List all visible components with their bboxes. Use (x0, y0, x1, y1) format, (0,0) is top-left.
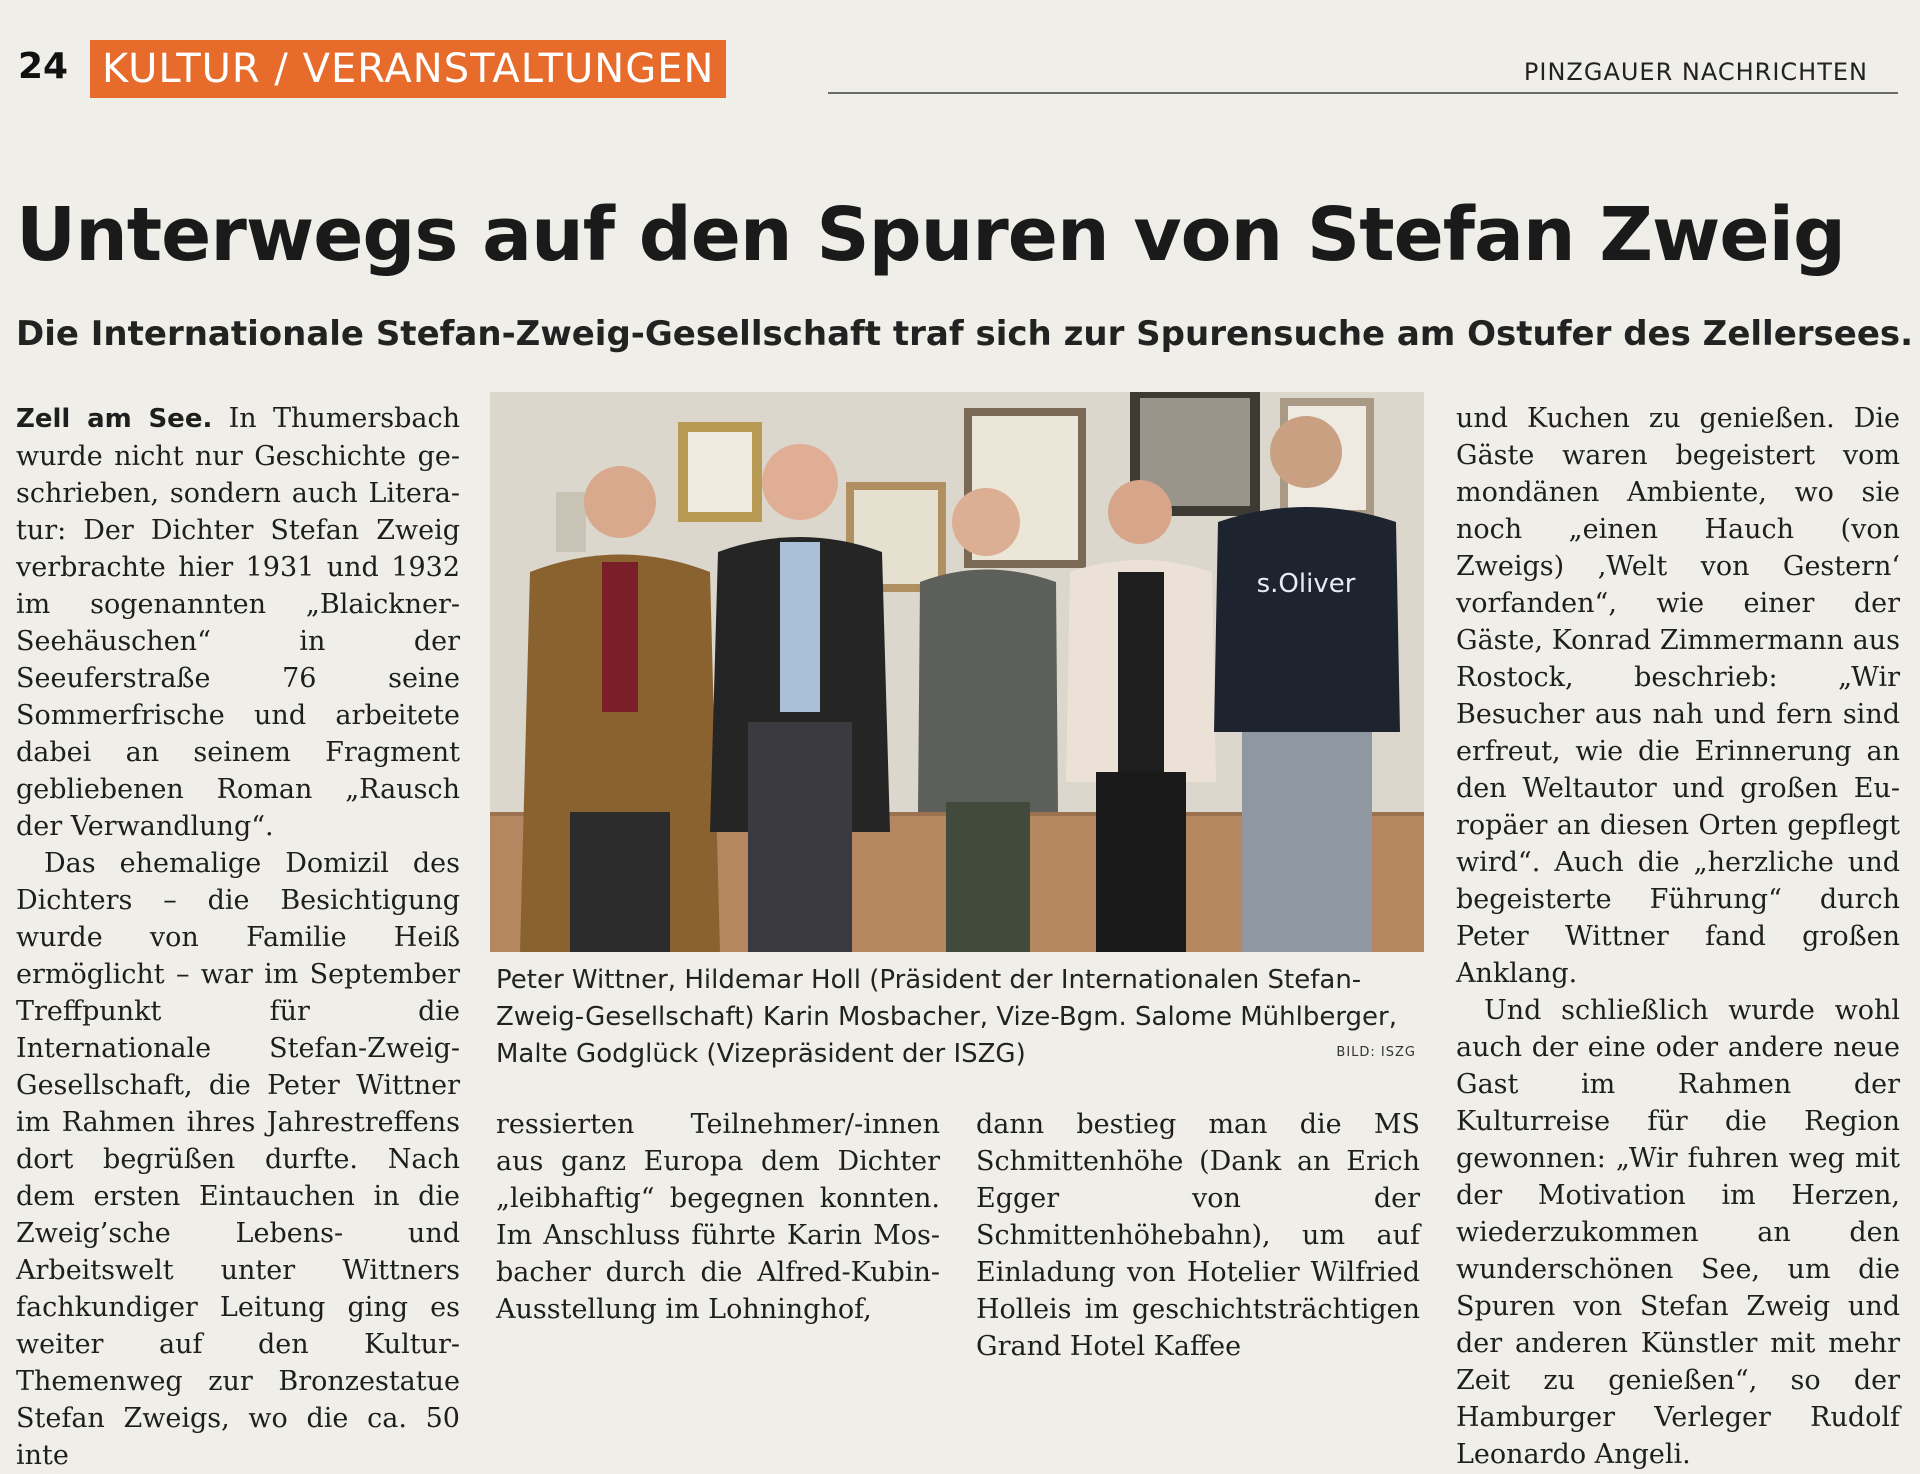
caption-text: Peter Wittner, Hildemar Holl (Präsident der Internationalen Stefan-Zweig-Gesellschaft) Karin Mosbacher, Vize-Bgm. Salome Mühlberger, Malte Godglück (Vizepräsident der ISZG) (496, 965, 1397, 1069)
article-column-4 (1456, 400, 1900, 1473)
article-paragraph: Das ehemalige Domizil des Dichters – die Besichtigung wurde von Familie Heiß ermöglicht – war im September Treffpunkt für die Internationale Stefan-Zweig-Gesellschaft, die Peter Wittner im Rahmen ihres Jahrestreffens dort begrüßen durfte. Nach dem ersten Eintauchen in die Zweig’sche Lebens- und Arbeitswelt unter Wittners fachkundiger Leitung ging es weiter auf den Kultur-Themenweg zur Bronzestatue Stefan Zweigs, wo die ca. 50 inte (16, 848, 460, 1471)
page-header (18, 40, 1898, 100)
article-paragraph: ressierten Teilnehmer/-innen aus ganz Europa dem Dichter „leibhaftig“ begegnen konnten. Im Anschluss führte Karin Mosbacher durch die Alfred-Kubin-Ausstellung im Lohninghof, (496, 1109, 940, 1325)
article-paragraph (16, 400, 460, 845)
photo-credit: BILD: ISZG (1336, 1045, 1416, 1060)
article-column-2 (496, 1106, 940, 1328)
headline: Unterwegs auf den Spuren von Stefan Zweig (16, 192, 1845, 278)
dateline: Zell am See. (16, 404, 213, 434)
article-paragraph: dann bestieg man die MS Schmittenhöhe (Dank an Erich Egger von der Schmittenhöhebahn), um auf Einladung von Hotelier Wilfried Holleis im geschichtsträchtigen Grand Hotel Kaffee (976, 1109, 1420, 1362)
publication-name: PINZGAUER NACHRICHTEN (1523, 58, 1868, 86)
photo-caption (496, 962, 1416, 1073)
section-label: KULTUR / VERANSTALTUNGEN (90, 40, 726, 98)
article-paragraph: und Kuchen zu genießen. Die Gäste waren begeistert vom mondänen Ambiente, wo sie noch „einen Hauch (von Zweigs) ‚Welt von Gestern‘ vorfanden“, wie einer der Gäste, Konrad Zimmermann aus Rostock, beschrieb: „Wir Besucher aus nah und fern sind erfreut, wie die Erinnerung an den Weltautor und großen Europäer an diesen Orten gepflegt wird“. Auch die „herzliche und begeisterte Führung“ durch Peter Wittner fand großen Anklang. (1456, 403, 1900, 989)
paragraph-text: In Thumersbach wurde nicht nur Geschichte geschrieben, sondern auch Literatur: Der Dichter Stefan Zweig verbrachte hier 1931 und 1932 im sogenannten „Blaickner-Seehäuschen“ in der Seeuferstraße 76 seine Sommerfrische und arbeitete dabei an seinem Fragment gebliebenen Roman „Rausch der Verwandlung“. (16, 403, 460, 842)
subheadline: Die Internationale Stefan-Zweig-Gesellschaft traf sich zur Spurensuche am Ostufer des Zellersees. (16, 314, 1914, 354)
article-paragraph: Und schließlich wurde wohl auch der eine oder andere neue Gast im Rahmen der Kulturreise für die Region gewonnen: „Wir fuhren weg mit der Motivation im Herzen, wiederzukommen an den wunderschönen See, um die Spuren von Stefan Zweig und der anderen Künstler mit mehr Zeit zu genießen“, so der Hamburger Verleger Rudolf Leonardo Angeli. (1456, 995, 1900, 1470)
shirt-print: s.Oliver (1256, 569, 1356, 599)
group-photo (490, 392, 1424, 952)
page-number: 24 (18, 46, 69, 87)
group-photo-illustration (490, 392, 1424, 952)
article-column-3 (976, 1106, 1420, 1365)
article-column-1 (16, 400, 460, 1474)
header-rule (828, 92, 1898, 94)
